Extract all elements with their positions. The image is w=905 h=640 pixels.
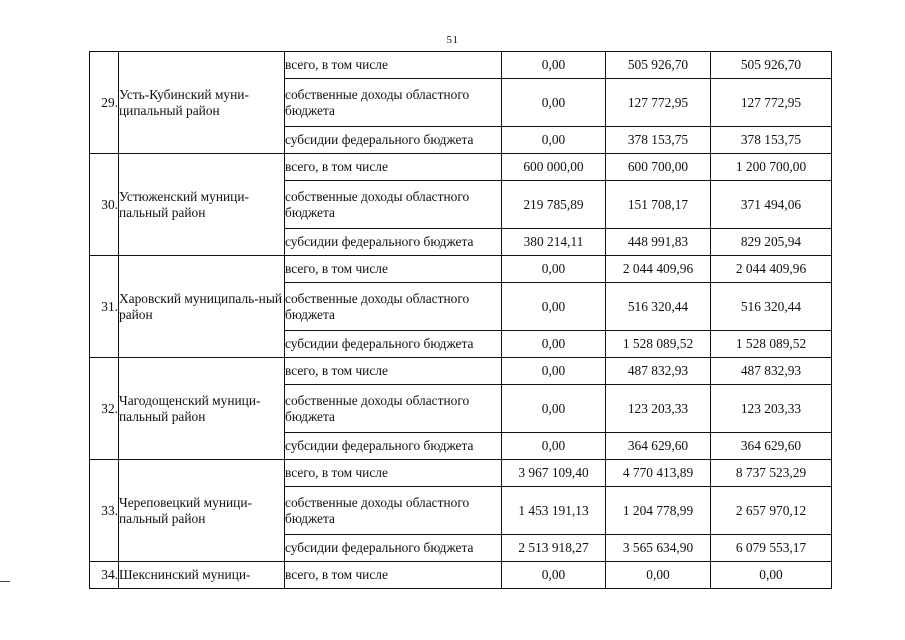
amount-cell: 0,00: [502, 52, 606, 79]
amount-cell: 219 785,89: [502, 181, 606, 229]
funding-source-label: субсидии федерального бюджета: [285, 229, 502, 256]
row-number: 30.: [90, 154, 119, 256]
amount-cell: 371 494,06: [711, 181, 832, 229]
amount-cell: 380 214,11: [502, 229, 606, 256]
table-row: [90, 358, 832, 385]
amount-cell: 2 044 409,96: [606, 256, 711, 283]
district-name: Чагодощенский муници-пальный район: [119, 358, 285, 460]
funding-source-label: собственные доходы областного бюджета: [285, 79, 502, 127]
amount-cell: 0,00: [502, 256, 606, 283]
row-number: 32.: [90, 358, 119, 460]
scan-edge-mark: [0, 581, 10, 582]
table-row: [90, 154, 832, 181]
amount-cell: 0,00: [502, 358, 606, 385]
table-row: [90, 256, 832, 283]
amount-cell: 123 203,33: [606, 385, 711, 433]
amount-cell: 487 832,93: [711, 358, 832, 385]
amount-cell: 600 000,00: [502, 154, 606, 181]
amount-cell: 127 772,95: [711, 79, 832, 127]
funding-source-label: всего, в том числе: [285, 52, 502, 79]
amount-cell: 0,00: [502, 283, 606, 331]
table-row: [90, 52, 832, 79]
amount-cell: 378 153,75: [606, 127, 711, 154]
amount-cell: 516 320,44: [711, 283, 832, 331]
funding-source-label: всего, в том числе: [285, 256, 502, 283]
amount-cell: 8 737 523,29: [711, 460, 832, 487]
amount-cell: 829 205,94: [711, 229, 832, 256]
amount-cell: 2 657 970,12: [711, 487, 832, 535]
amount-cell: 1 453 191,13: [502, 487, 606, 535]
table-body: [90, 52, 832, 589]
amount-cell: 123 203,33: [711, 385, 832, 433]
amount-cell: 0,00: [502, 562, 606, 589]
amount-cell: 0,00: [502, 79, 606, 127]
amount-cell: 448 991,83: [606, 229, 711, 256]
amount-cell: 1 528 089,52: [606, 331, 711, 358]
district-name: Устюженский муници-пальный район: [119, 154, 285, 256]
row-number: 34.: [90, 562, 119, 589]
funding-source-label: субсидии федерального бюджета: [285, 127, 502, 154]
district-name: Череповецкий муници-пальный район: [119, 460, 285, 562]
row-number: 31.: [90, 256, 119, 358]
amount-cell: 0,00: [502, 331, 606, 358]
funding-source-label: всего, в том числе: [285, 460, 502, 487]
amount-cell: 0,00: [502, 433, 606, 460]
funding-source-label: собственные доходы областного бюджета: [285, 283, 502, 331]
amount-cell: 2 044 409,96: [711, 256, 832, 283]
amount-cell: 364 629,60: [711, 433, 832, 460]
amount-cell: 3 565 634,90: [606, 535, 711, 562]
amount-cell: 151 708,17: [606, 181, 711, 229]
funding-source-label: всего, в том числе: [285, 562, 502, 589]
amount-cell: 516 320,44: [606, 283, 711, 331]
amount-cell: 364 629,60: [606, 433, 711, 460]
amount-cell: 2 513 918,27: [502, 535, 606, 562]
funding-source-label: всего, в том числе: [285, 154, 502, 181]
page-number: 51: [446, 34, 459, 46]
amount-cell: 600 700,00: [606, 154, 711, 181]
table-row: [90, 562, 832, 589]
row-number: 29.: [90, 52, 119, 154]
amount-cell: 1 204 778,99: [606, 487, 711, 535]
table-row: [90, 460, 832, 487]
amount-cell: 6 079 553,17: [711, 535, 832, 562]
district-name: Харовский муниципаль-ный район: [119, 256, 285, 358]
amount-cell: 378 153,75: [711, 127, 832, 154]
amount-cell: 0,00: [711, 562, 832, 589]
amount-cell: 505 926,70: [711, 52, 832, 79]
funding-source-label: субсидии федерального бюджета: [285, 535, 502, 562]
amount-cell: 487 832,93: [606, 358, 711, 385]
district-name: Шекснинский муници-: [119, 562, 285, 589]
row-number: 33.: [90, 460, 119, 562]
amount-cell: 3 967 109,40: [502, 460, 606, 487]
amount-cell: 1 528 089,52: [711, 331, 832, 358]
funding-source-label: собственные доходы областного бюджета: [285, 181, 502, 229]
amount-cell: 0,00: [502, 385, 606, 433]
amount-cell: 127 772,95: [606, 79, 711, 127]
funding-source-label: собственные доходы областного бюджета: [285, 385, 502, 433]
funding-source-label: всего, в том числе: [285, 358, 502, 385]
amount-cell: 4 770 413,89: [606, 460, 711, 487]
amount-cell: 0,00: [502, 127, 606, 154]
district-name: Усть-Кубинский муни-ципальный район: [119, 52, 285, 154]
funding-source-label: собственные доходы областного бюджета: [285, 487, 502, 535]
amount-cell: 1 200 700,00: [711, 154, 832, 181]
budget-table: [89, 51, 832, 589]
funding-source-label: субсидии федерального бюджета: [285, 331, 502, 358]
amount-cell: 505 926,70: [606, 52, 711, 79]
funding-source-label: субсидии федерального бюджета: [285, 433, 502, 460]
amount-cell: 0,00: [606, 562, 711, 589]
